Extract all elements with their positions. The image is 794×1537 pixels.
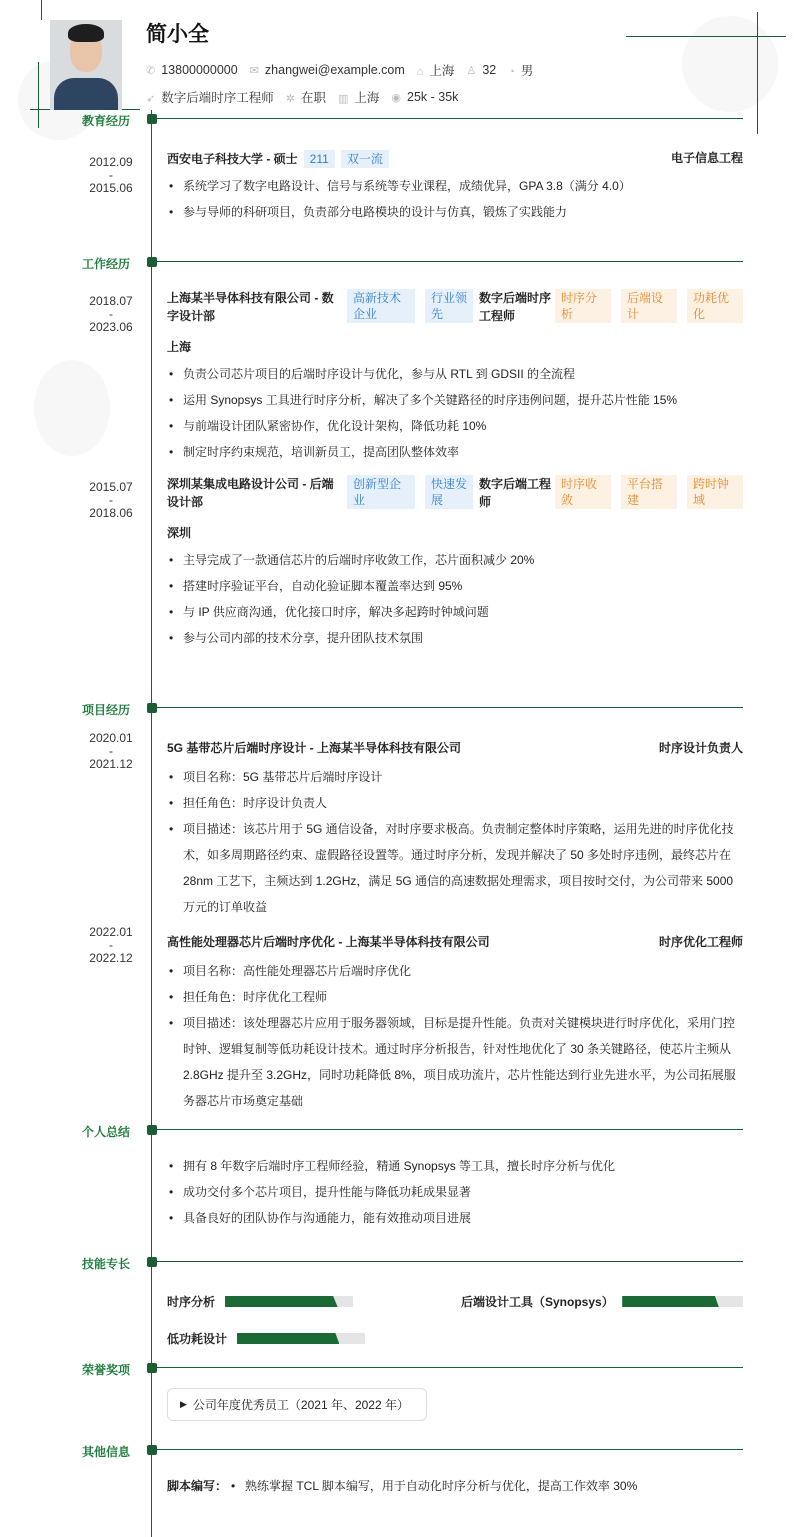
work-entry [89,475,743,651]
skill-tag: 时序收敛 [555,475,611,509]
school-tag: 双一流 [341,150,389,168]
award-item[interactable] [167,1388,427,1421]
gender: 男 [520,64,534,78]
timeline-dot [147,1445,157,1455]
skill-tag: 后端设计 [621,289,677,323]
awards-block [167,1388,743,1421]
contact-row [146,61,533,79]
section-other [0,1444,794,1499]
city: 上海 [429,64,455,78]
section-title: 个人总结 [81,1125,130,1139]
school-wrap [167,150,389,168]
company-name: 深圳某集成电路设计公司 - 后端设计部 [167,477,334,509]
bullet-item: • 负责公司芯片项目的后端时序设计与优化，参与从 RTL 到 GDSII 的全流程 [167,361,743,387]
bullet-item: • 拥有 8 年数字后端时序工程师经验，精通 Synopsys 等工具，擅长时序分析与优化 [167,1153,743,1179]
work-entry [89,289,743,465]
email: zhangwei@example.com [264,63,405,77]
section-divider [157,261,743,262]
skill-item [461,1293,743,1310]
project-header [167,934,743,950]
avatar [50,20,122,110]
phone-icon: ✆ [146,65,156,77]
candidate-name: 简小全 [146,23,209,46]
section-projects [0,702,794,1114]
skill-tag: 跨时钟域 [687,475,743,509]
skill-bar-fill [622,1296,719,1307]
bullet-list [167,764,743,920]
section-header [0,256,794,271]
bullet-list [167,173,743,225]
bullet-list [229,1473,637,1499]
section-title: 项目经历 [81,703,130,717]
bullet-item: • 具备良好的团队协作与沟通能力，能有效推动项目进展 [167,1205,743,1231]
bullet-item: • 担任角色：时序设计负责人 [167,790,743,816]
skill-bar-fill [237,1333,339,1344]
start-date: 2018.07 [89,294,133,308]
bullet-item: • 项目描述：该芯片用于 5G 通信设备，对时序要求极高。负责制定整体时序策略，运用先进的时序优化技术，如多周期路径约束、虚假路径设置等。通过时序分析，发现并解决了 50 多处时序违例，最终芯片在 28nm 工艺下，主频达到 1.2GHz，满足 5G 通信的高速数据处理需求，项目按时交付，为公司带来 5000 万元的订单收益 [167,816,743,920]
timeline-dot [147,1125,157,1135]
status-icon: ✲ [285,93,295,105]
project-header [167,740,743,756]
gender-icon: ◔ [508,66,515,78]
bullet-item: • 项目描述：该处理器芯片应用于服务器领域，目标是提升性能。负责对关键模块进行时序优化，采用门控时钟、逻辑复制等低功耗设计技术。通过时序分析报告，针对性地优化了 30 条关键路径，使芯片主频从 2.8GHz 提升至 3.2GHz，同时功耗降低 8%，项目成功流片，芯片性能达到行业先进水平，为公司拓展服务器芯片市场奠定基础 [167,1010,743,1114]
section-title: 工作经历 [81,257,130,271]
bullet-item: • 制定时序约束规范，培训新员工，提高团队整体效率 [167,439,743,465]
school-name: 西安电子科技大学 - 硕士 [167,152,298,166]
skill-item [167,1330,467,1347]
end-date: 2015.06 [89,181,133,195]
date-separator: - [109,168,113,182]
decor-line [626,36,786,37]
job-row [146,88,458,106]
bullet-item: • 成功交付多个芯片项目，提升性能与降低功耗成果显著 [167,1179,743,1205]
award-text: 公司年度优秀员工（2021 年、2022 年） [192,1398,409,1412]
project-role: 时序优化工程师 [658,935,743,949]
bullet-item: • 搭建时序验证平台，自动化验证脚本覆盖率达到 95% [167,573,743,599]
skills-block [167,1293,743,1347]
date-range [79,156,143,195]
section-education [0,113,794,225]
decor-circle [682,16,778,112]
section-divider [157,118,743,119]
position: 数字后端时序工程师 [161,91,274,105]
summary-block [167,1153,743,1231]
company-tag: 快速发展 [425,475,473,509]
salary-icon: ◉ [391,92,401,104]
section-divider [157,1261,743,1262]
skill-name: 低功耗设计 [167,1332,228,1346]
skill-bar [622,1296,743,1307]
date-range [79,295,143,334]
project-entry [89,731,743,920]
bullet-item: • 系统学习了数字电路设计、信号与系统等专业课程，成绩优异，GPA 3.8（满分 4.0） [167,173,743,199]
section-divider [157,1129,743,1130]
bullet-list [167,547,743,651]
end-date: 2021.12 [89,757,133,771]
bullet-item: • 项目名称：5G 基带芯片后端时序设计 [167,764,743,790]
triangle-right-icon: ▶ [180,1399,187,1409]
end-date: 2018.06 [89,506,133,520]
section-header [0,1256,794,1271]
work-city: 上海 [167,340,192,354]
target-city: 上海 [354,91,380,105]
start-date: 2022.01 [89,925,133,939]
section-header [0,702,794,717]
bullet-item: • 运用 Synopsys 工具进行时序分析，解决了多个关键路径的时序违例问题，提升芯片性能 15% [167,387,743,413]
major: 电子信息工程 [670,151,743,165]
bullet-item: • 与 IP 供应商沟通，优化接口时序，解决多起跨时钟域问题 [167,599,743,625]
bullet-item: • 担任角色：时序优化工程师 [167,984,743,1010]
education-entry [89,150,743,225]
skill-item [167,1293,461,1310]
bullet-list [167,958,743,1114]
skill-tags [555,289,743,323]
school-tag: 211 [304,150,335,168]
project-role: 时序设计负责人 [658,741,743,755]
company-name: 上海某半导体科技有限公司 - 数字设计部 [167,291,334,323]
skill-name: 时序分析 [167,1295,216,1309]
work-city: 深圳 [167,526,192,540]
other-label: 脚本编写： [167,1479,228,1493]
date-range [79,926,143,965]
skill-tag: 平台搭建 [621,475,677,509]
bullet-item: • 参与导师的科研项目，负责部分电路模块的设计与仿真，锻炼了实践能力 [167,199,743,225]
skill-name: 后端设计工具（Synopsys） [461,1295,614,1309]
end-date: 2022.12 [89,951,133,965]
section-title: 技能专长 [81,1257,130,1271]
date-separator: - [109,493,113,507]
work-header [167,289,743,325]
section-awards [0,1362,794,1421]
section-header [0,1444,794,1459]
timeline-dot [147,1257,157,1267]
skill-bar-fill [225,1296,338,1307]
age: 32 [482,63,497,77]
date-separator: - [109,744,113,758]
salary: 25k - 35k [407,90,459,104]
project-entry [89,925,743,1114]
project-title: 5G 基带芯片后端时序设计 - 上海某半导体科技有限公司 [167,741,462,755]
section-title: 其他信息 [81,1445,130,1459]
company-tag: 行业领先 [425,289,473,323]
start-date: 2012.09 [89,155,133,169]
home-icon: ⌂ [416,66,424,78]
skill-tags [555,475,743,509]
date-separator: - [109,307,113,321]
section-divider [157,1367,743,1368]
date-range [79,732,143,771]
end-date: 2023.06 [89,320,133,334]
start-date: 2020.01 [89,731,133,745]
building-icon: ▥ [337,93,349,105]
bullet-item: • 项目名称：高性能处理器芯片后端时序优化 [167,958,743,984]
bullet-item: • 参与公司内部的技术分享，提升团队技术氛围 [167,625,743,651]
skill-tag: 功耗优化 [687,289,743,323]
status: 在职 [300,91,326,105]
section-summary [0,1124,794,1231]
section-title: 荣誉奖项 [81,1363,130,1377]
timeline-dot [147,1363,157,1373]
decor-line [41,0,42,20]
section-title: 教育经历 [81,114,130,128]
age-icon: ♙ [466,65,477,77]
bullet-list [167,1153,743,1231]
timeline-dot [147,703,157,713]
skill-bar [237,1333,365,1344]
timeline-dot [147,114,157,124]
job-role: 数字后端时序工程师 [479,291,552,323]
bullet-list [167,361,743,465]
education-header [167,150,743,168]
bullet-item: • 与前端设计团队紧密协作，优化设计架构，降低功耗 10% [167,413,743,439]
company-tag: 高新技术企业 [347,289,415,323]
job-role: 数字后端工程师 [479,477,552,509]
section-header [0,113,794,128]
section-header [0,1124,794,1139]
skill-bar [225,1296,353,1307]
mail-icon: ✉ [249,65,259,77]
bullet-item: • 主导完成了一款通信芯片的后端时序收敛工作，芯片面积减少 20% [167,547,743,573]
section-header [0,1362,794,1377]
date-range [79,481,143,520]
date-separator: - [109,938,113,952]
company-tag: 创新型企业 [347,475,415,509]
start-date: 2015.07 [89,480,133,494]
section-divider [157,707,743,708]
send-icon: ➶ [146,93,156,105]
work-header [167,475,743,511]
section-skills [0,1256,794,1347]
timeline-dot [147,257,157,267]
other-block [167,1473,743,1499]
section-divider [157,1449,743,1450]
section-work [0,256,794,651]
project-title: 高性能处理器芯片后端时序优化 - 上海某半导体科技有限公司 [167,935,490,949]
skill-tag: 时序分析 [555,289,611,323]
bullet-item: • 熟练掌握 TCL 脚本编写，用于自动化时序分析与优化，提高工作效率 30% [229,1473,637,1499]
phone: 13800000000 [161,63,238,77]
